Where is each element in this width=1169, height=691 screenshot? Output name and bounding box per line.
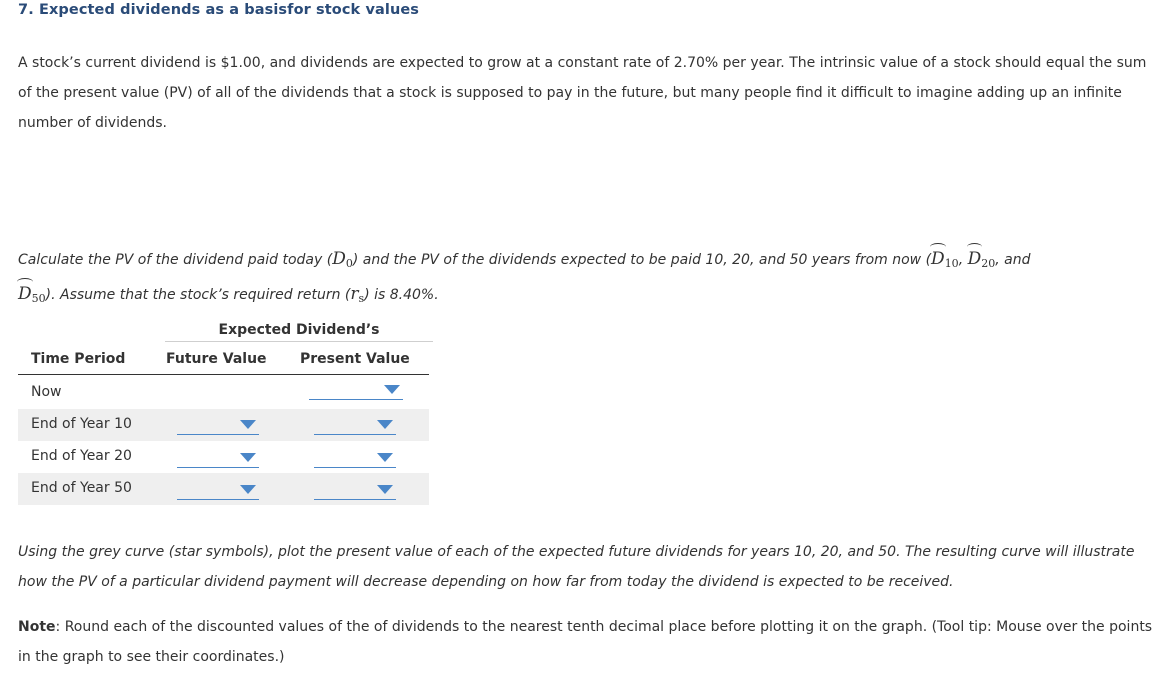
table-row-year-10 bbox=[18, 409, 429, 441]
d0-symbol: $D_0$ bbox=[332, 249, 353, 270]
present-value-dropdown-now[interactable] bbox=[309, 379, 403, 400]
chevron-down-icon bbox=[384, 385, 400, 394]
row-label: End of Year 20 bbox=[31, 448, 132, 464]
column-header-future-value: Future Value bbox=[166, 351, 267, 367]
row-label: Now bbox=[31, 384, 62, 400]
note-paragraph bbox=[18, 612, 1164, 672]
chevron-down-icon bbox=[377, 453, 393, 462]
d20-symbol: $D_{20}$ bbox=[968, 249, 996, 269]
future-value-dropdown-year-10[interactable] bbox=[177, 414, 259, 435]
note-text: : Round each of the discounted values of the of dividends to the nearest tenth decimal place before plotting it on the graph. (Tool tip: Mouse over the points in the graph to see their coordinates.) bbox=[18, 619, 1153, 665]
chevron-down-icon bbox=[377, 485, 393, 494]
header-divider bbox=[18, 374, 429, 375]
chevron-down-icon bbox=[377, 420, 393, 429]
row-label: End of Year 10 bbox=[31, 416, 132, 432]
instruction-text-2: ) and the PV of the dividends expected to be paid 10, 20, and 50 years from now ( bbox=[352, 252, 932, 268]
instruction-text-3: ). Assume that the stock’s required return ( bbox=[45, 287, 351, 303]
chevron-down-icon bbox=[240, 453, 256, 462]
future-value-dropdown-year-50[interactable] bbox=[177, 479, 259, 500]
instruction-text-4: ) is 8.40%. bbox=[364, 287, 439, 303]
present-value-dropdown-year-10[interactable] bbox=[314, 414, 396, 435]
intro-paragraph: A stock’s current dividend is $1.00, and dividends are expected to grow at a constant rate of 2.70% per year. The intrinsic value of a stock should equal the sum of the present value (PV) of all of the dividends that a stock is supposed to pay in the future, but many people find it difficult to imagine adding up an infinite number of dividends. bbox=[18, 55, 1147, 131]
d10-symbol: $D_{10}$ bbox=[931, 249, 959, 269]
column-header-present-value: Present Value bbox=[300, 351, 410, 367]
chevron-down-icon bbox=[240, 485, 256, 494]
instruction-sep-1: , bbox=[958, 252, 968, 268]
column-header-time-period: Time Period bbox=[31, 351, 126, 367]
row-label: End of Year 50 bbox=[31, 480, 132, 496]
d50-symbol: $D_{50}$ bbox=[18, 284, 46, 304]
note-label: Note bbox=[18, 619, 56, 635]
instruction-sep-2: , and bbox=[995, 252, 1031, 268]
page-title: 7. Expected dividends as a basisfor stock values bbox=[18, 2, 420, 18]
plot-instruction: Using the grey curve (star symbols), plot the present value of each of the expected future dividends for years 10, 20, and 50. The resulting curve will illustrate how the PV of a particular dividend payment will decrease depending on how far from today the dividend is expected to be received. bbox=[18, 544, 1135, 590]
present-value-dropdown-year-50[interactable] bbox=[314, 479, 396, 500]
chevron-down-icon bbox=[240, 420, 256, 429]
table-row-now bbox=[18, 377, 429, 409]
table-row-year-50 bbox=[18, 473, 429, 505]
future-value-dropdown-year-20[interactable] bbox=[177, 447, 259, 468]
instruction-text-1: Calculate the PV of the dividend paid today ( bbox=[18, 252, 333, 268]
table-group-header: Expected Dividend’s bbox=[165, 322, 433, 342]
present-value-dropdown-year-20[interactable] bbox=[314, 447, 396, 468]
instruction-paragraph bbox=[18, 244, 1164, 314]
table-row-year-20 bbox=[18, 441, 429, 473]
rs-symbol: $r_s$ bbox=[350, 284, 365, 305]
